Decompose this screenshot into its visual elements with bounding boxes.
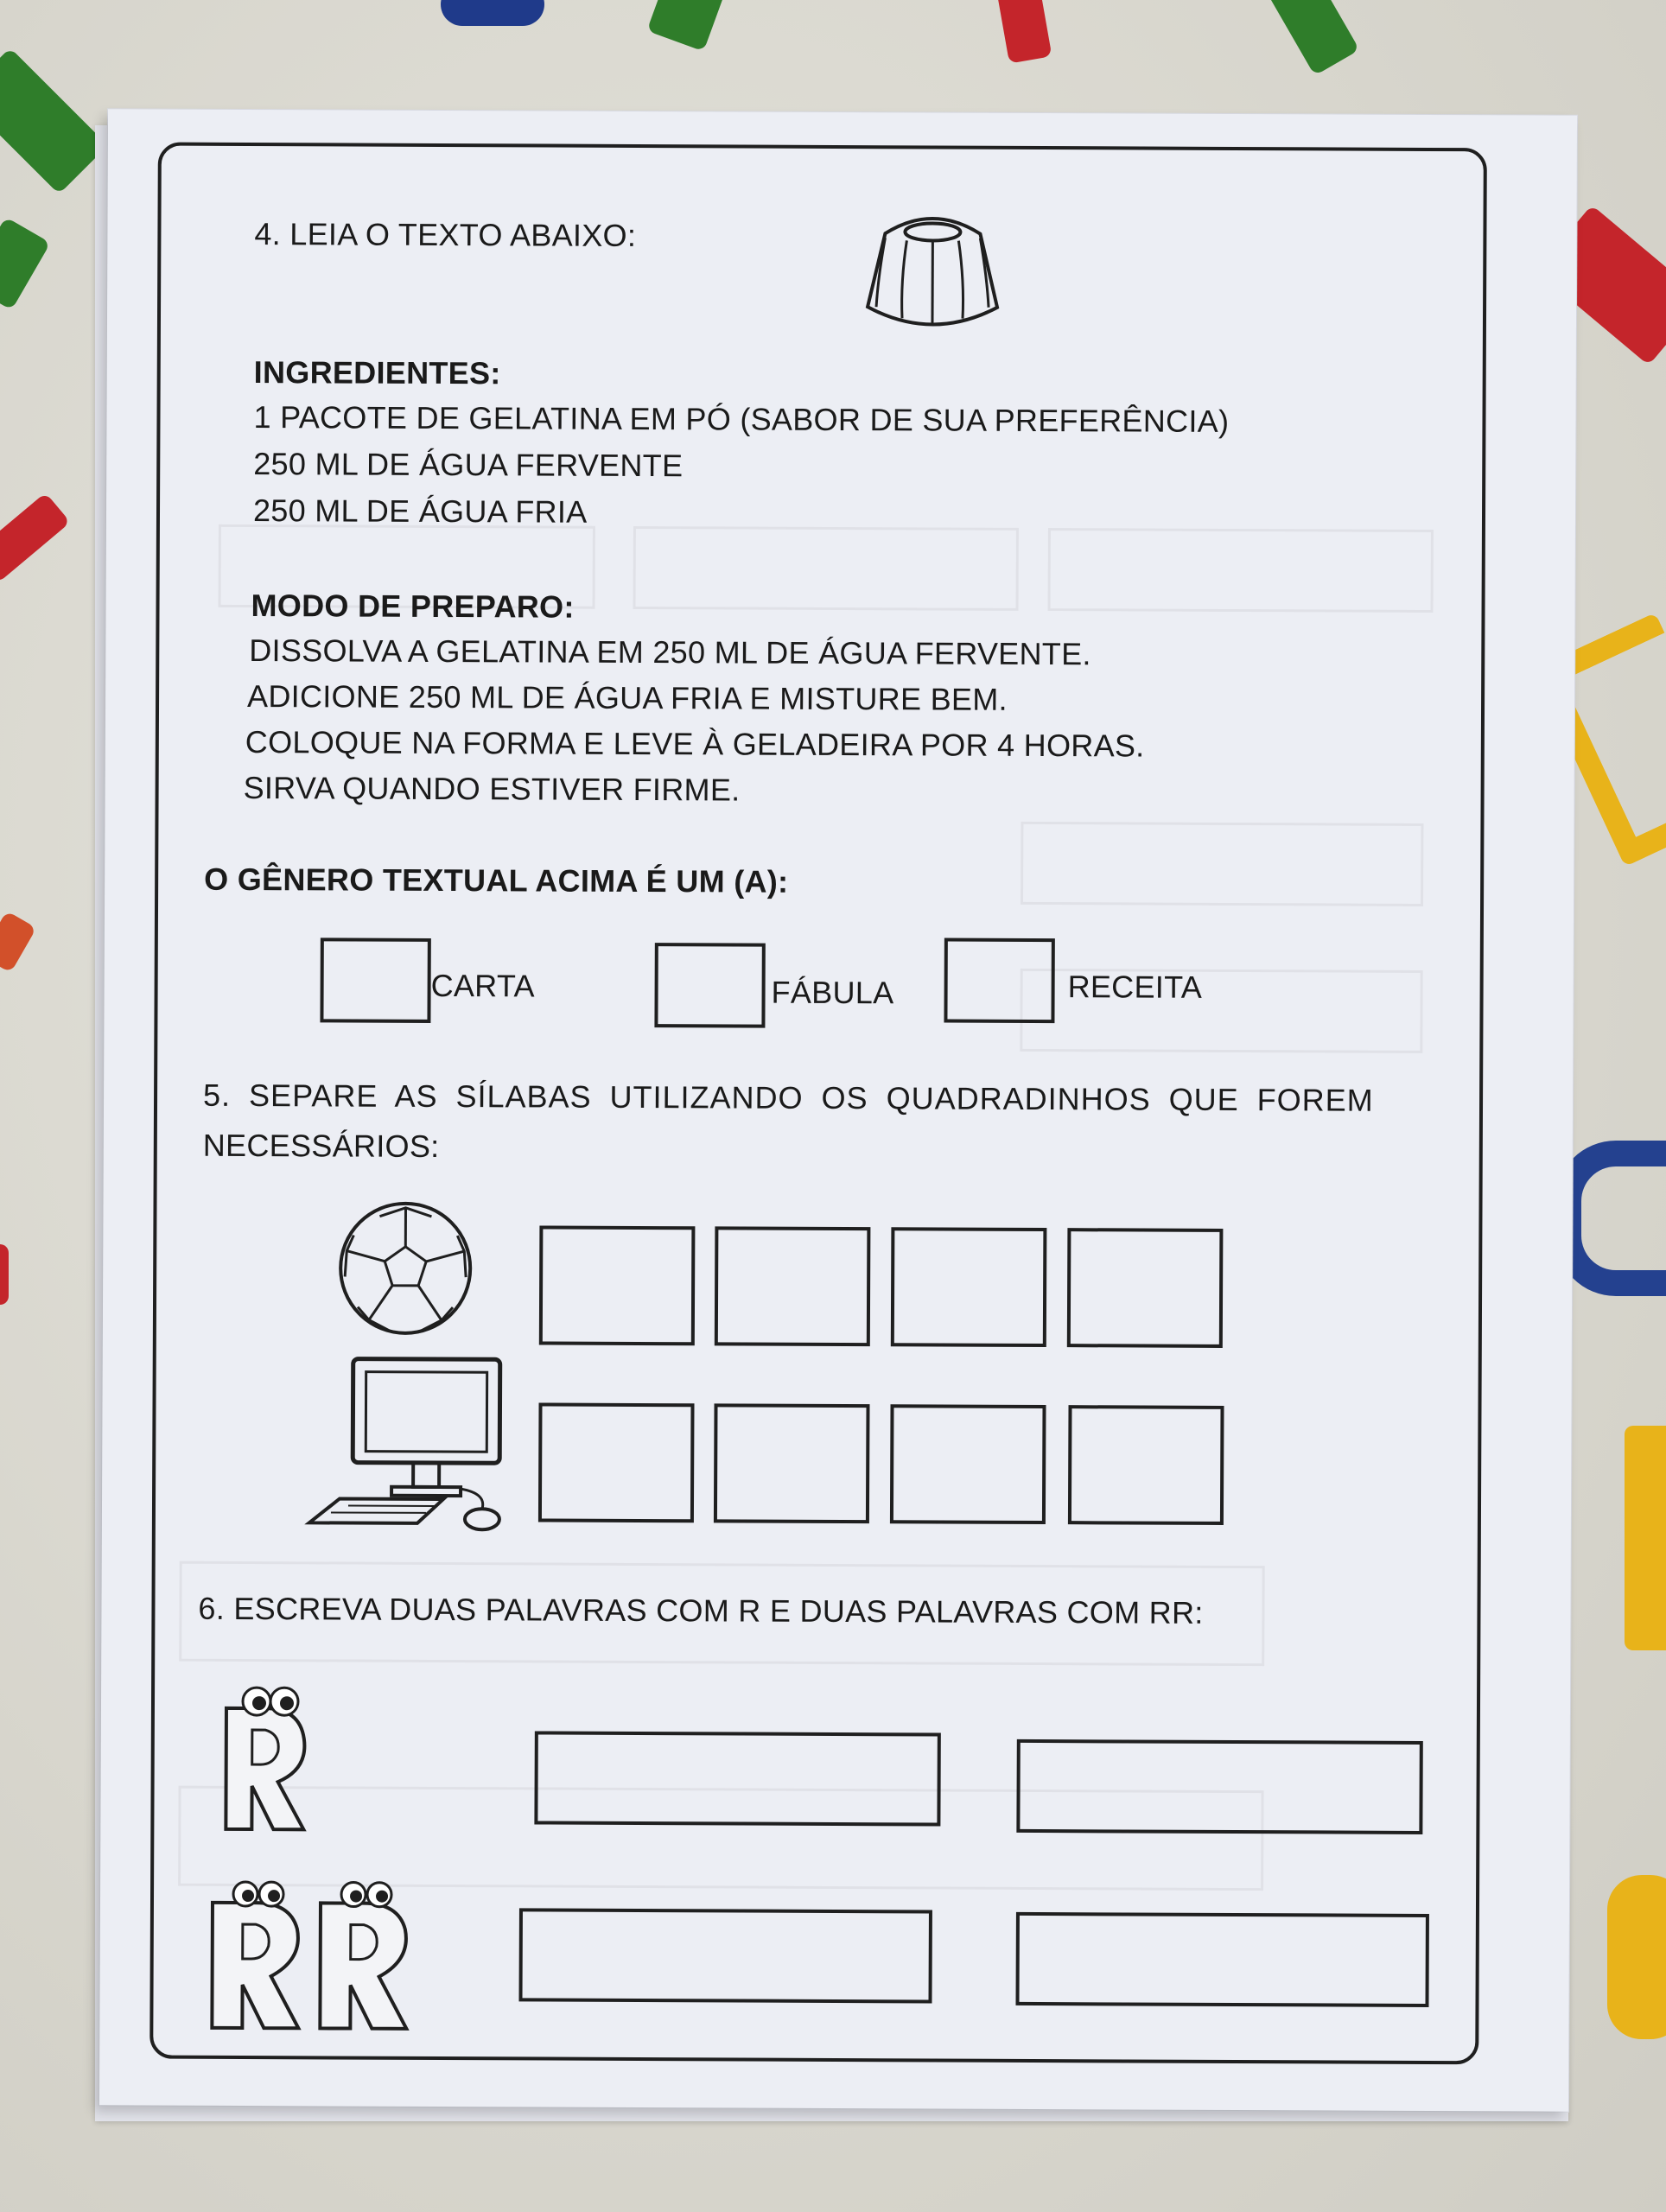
option-receita-checkbox[interactable] bbox=[944, 938, 1054, 1024]
syllable-box[interactable] bbox=[538, 1402, 695, 1522]
magnet-letter-yellow-3 bbox=[1607, 1875, 1666, 2039]
section4-title: 4. LEIA O TEXTO ABAIXO: bbox=[254, 216, 637, 253]
option-receita-label: RECEITA bbox=[1067, 969, 1203, 1005]
word-with-r-input-1[interactable] bbox=[534, 1731, 940, 1826]
letters-rr-icon bbox=[203, 1864, 429, 2037]
method-heading: MODO DE PREPARO: bbox=[251, 588, 575, 625]
magnet-letter-red-4 bbox=[0, 1244, 9, 1305]
ingredients-heading: INGREDIENTES: bbox=[253, 354, 501, 391]
section5-title: 5. SEPARE AS SÍLABAS UTILIZANDO OS QUADRADINHOS QUE FOREM bbox=[202, 1077, 1374, 1118]
ingredient-line: 250 ML DE ÁGUA FERVENTE bbox=[253, 446, 684, 484]
method-line: ADICIONE 250 ML DE ÁGUA FRIA E MISTURE BEM. bbox=[246, 678, 1008, 717]
option-carta-label: CARTA bbox=[430, 967, 535, 1004]
method-line: DISSOLVA A GELATINA EM 250 ML DE ÁGUA FERVENTE. bbox=[249, 632, 1091, 672]
method-line: COLOQUE NA FORMA E LEVE À GELADEIRA POR 4 HORAS. bbox=[245, 724, 1145, 764]
ingredient-line: 1 PACOTE DE GELATINA EM PÓ (SABOR DE SUA PREFERÊNCIA) bbox=[253, 399, 1230, 439]
syllable-box[interactable] bbox=[1067, 1228, 1224, 1348]
syllable-box[interactable] bbox=[1068, 1405, 1224, 1525]
word-with-r-input-2[interactable] bbox=[1016, 1739, 1422, 1834]
ingredient-line: 250 ML DE ÁGUA FRIA bbox=[252, 493, 588, 530]
section6-title: 6. ESCREVA DUAS PALAVRAS COM R E DUAS PALAVRAS COM RR: bbox=[198, 1590, 1204, 1630]
word-with-rr-input-2[interactable] bbox=[1015, 1912, 1428, 2007]
syllable-box[interactable] bbox=[715, 1226, 871, 1346]
option-carta-checkbox[interactable] bbox=[320, 938, 430, 1023]
method-line: SIRVA QUANDO ESTIVER FIRME. bbox=[243, 769, 741, 808]
word-with-rr-input-1[interactable] bbox=[518, 1908, 932, 2003]
magnet-letter-blue bbox=[441, 0, 544, 26]
syllable-box[interactable] bbox=[890, 1404, 1046, 1524]
worksheet-page bbox=[99, 109, 1577, 2111]
option-fabula-checkbox[interactable] bbox=[654, 943, 765, 1028]
genre-question: O GÊNERO TEXTUAL ACIMA É UM (A): bbox=[204, 861, 789, 899]
section5-title-cont: NECESSÁRIOS: bbox=[202, 1127, 440, 1164]
syllable-box[interactable] bbox=[891, 1227, 1047, 1347]
syllable-box[interactable] bbox=[714, 1403, 870, 1523]
syllable-box[interactable] bbox=[539, 1225, 696, 1345]
option-fabula-label: FÁBULA bbox=[771, 974, 894, 1011]
computer-icon bbox=[305, 1350, 513, 1549]
gelatin-mold-icon bbox=[850, 207, 1015, 338]
magnet-letter-yellow-2 bbox=[1625, 1426, 1666, 1650]
letter-r-icon bbox=[213, 1682, 326, 1839]
soccer-ball-icon bbox=[336, 1198, 475, 1338]
